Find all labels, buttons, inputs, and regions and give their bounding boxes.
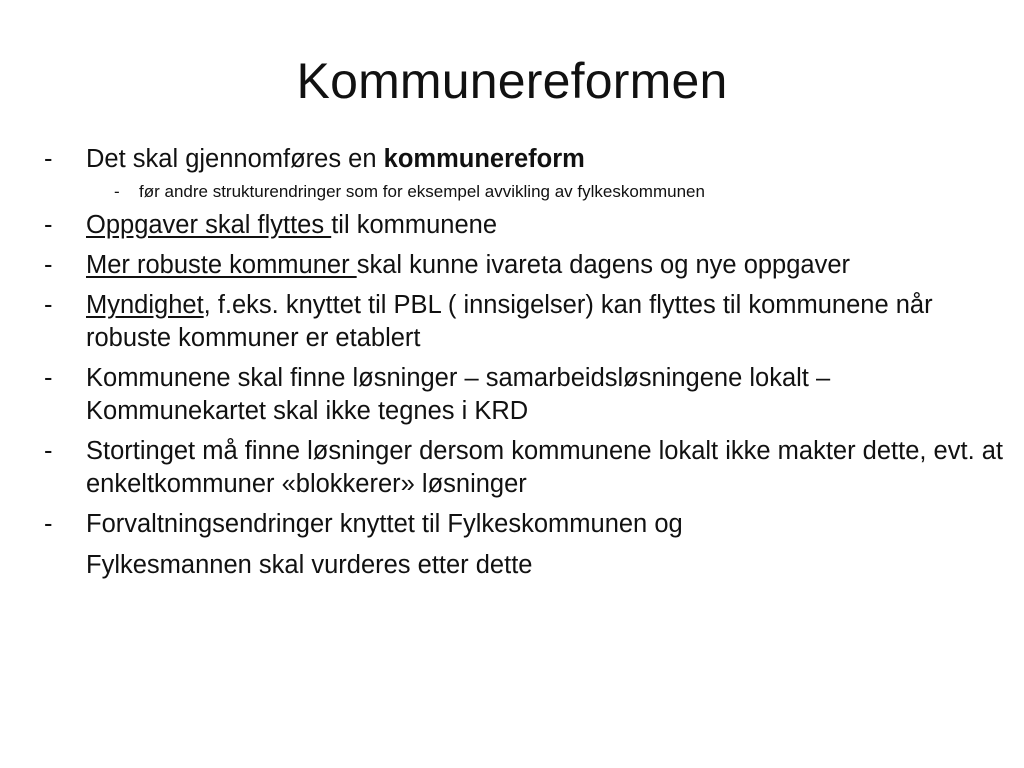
bullet-bold-text: kommunereform [383, 145, 585, 173]
bullet-dash: - [44, 510, 53, 538]
bullet-dash: - [44, 145, 53, 173]
bullet-item-robuste-kommuner [44, 249, 1009, 282]
bullet-dash: - [44, 291, 53, 319]
bullet-item-forvaltningsendringer [44, 508, 1009, 582]
bullet-item-oppgaver [44, 209, 1009, 242]
bullet-text-line-2: Fylkesmannen skal vurderes etter dette [86, 551, 533, 579]
bullet-dash: - [44, 211, 53, 239]
bullet-list [44, 143, 1009, 589]
bullet-text: til kommunene [331, 211, 498, 239]
bullet-underlined-text: Myndighet [86, 291, 204, 319]
bullet-text: , f.eks. knyttet til PBL ( innsigelser) kan flyttes til kommunene når robuste kommuner er etablert [86, 291, 933, 352]
bullet-item-losninger-lokalt [44, 362, 1009, 428]
bullet-text-line-1: Forvaltningsendringer knyttet til Fylkeskommunen og [86, 510, 683, 538]
bullet-item-stortinget [44, 435, 1009, 501]
bullet-text: Kommunene skal finne løsninger – samarbeidsløsningene lokalt – Kommunekartet skal ikke tegnes i KRD [86, 364, 831, 425]
bullet-text: Det skal gjennomføres en [86, 145, 384, 173]
bullet-text: Stortinget må finne løsninger dersom kommunene lokalt ikke makter dette, evt. at enkeltkommuner «blokkerer» løsninger [86, 437, 1004, 498]
bullet-underlined-text: Mer robuste kommuner [86, 251, 357, 279]
slide-title: Kommunereformen [296, 53, 728, 109]
bullet-item-kommunereform [44, 143, 1009, 176]
bullet-dash: - [44, 437, 53, 465]
bullet-dash: - [44, 364, 53, 392]
bullet-dash: - [44, 251, 53, 279]
bullet-item-myndighet [44, 289, 1009, 355]
bullet-text: skal kunne ivareta dagens og nye oppgaver [356, 251, 851, 279]
sub-bullet-text: før andre strukturendringer som for eksempel avvikling av fylkeskommunen [139, 182, 705, 201]
bullet-underlined-text: Oppgaver skal flyttes [86, 211, 332, 239]
sub-bullet-dash: - [114, 182, 120, 201]
sub-bullet-item-strukturendringer [44, 181, 1009, 203]
